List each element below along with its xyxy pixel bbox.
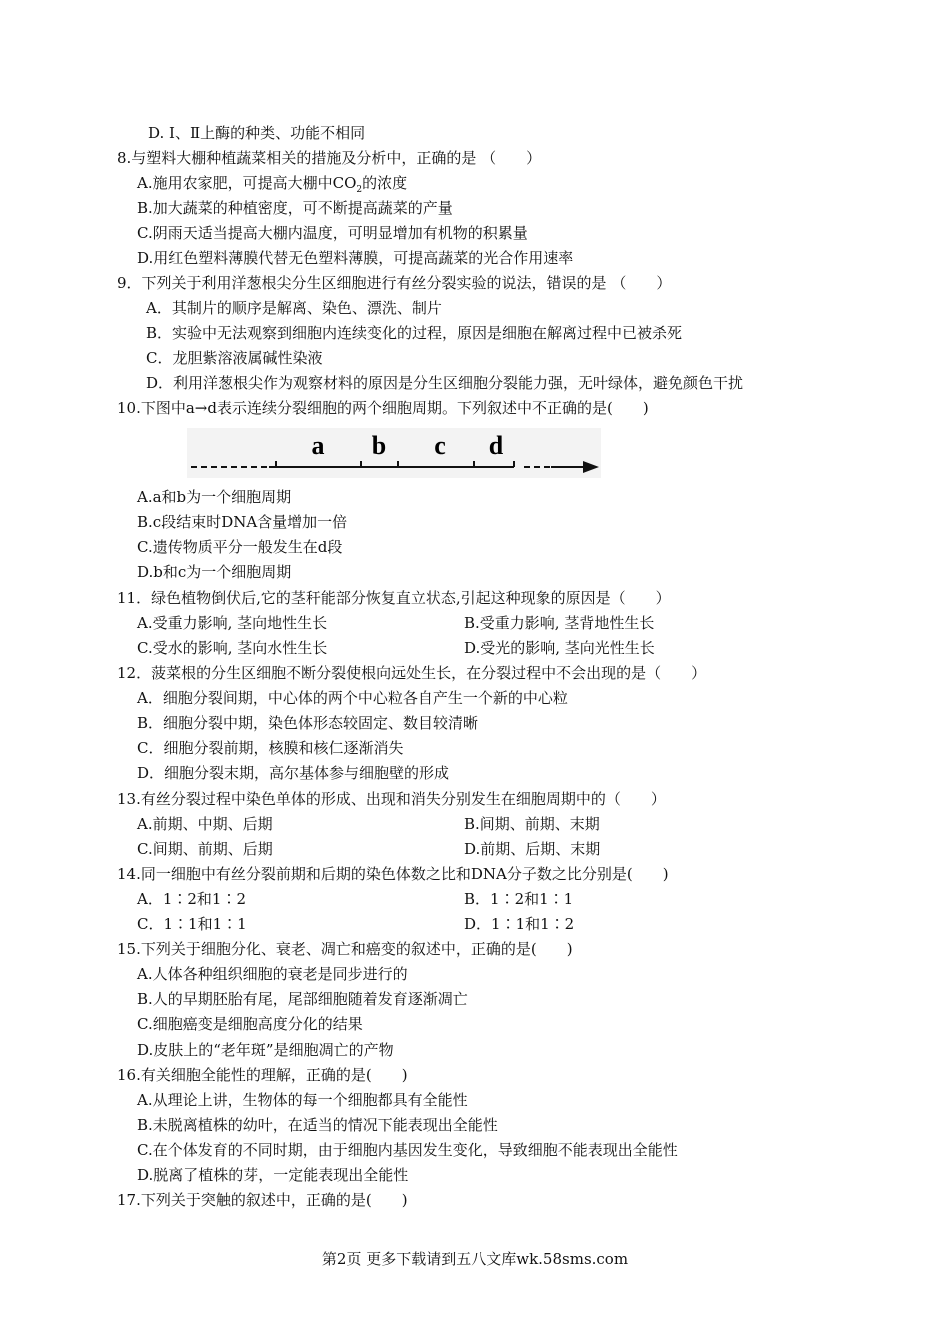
q9-option-a: A．其制片的顺序是解离、染色、漂洗、制片 <box>146 299 442 317</box>
q12-stem: 12．菠菜根的分生区细胞不断分裂使根向远处生长，在分裂过程中不会出现的是（ ） <box>117 664 707 682</box>
q8-stem: 8.与塑料大棚种植蔬菜相关的措施及分析中，正确的是 （ ） <box>117 149 542 167</box>
q12-option-d: D．细胞分裂末期，高尔基体参与细胞壁的形成 <box>137 764 450 782</box>
q15-option-b: B.人的早期胚胎有尾，尾部细胞随着发育逐渐凋亡 <box>137 990 468 1008</box>
q12-option-b: B．细胞分裂中期，染色体形态较固定、数目较清晰 <box>137 714 479 732</box>
q12-option-a: A．细胞分裂间期，中心体的两个中心粒各自产生一个新的中心粒 <box>137 689 568 707</box>
q8-option-d: D.用红色塑料薄膜代替无色塑料薄膜，可提高蔬菜的光合作用速率 <box>137 249 574 267</box>
q9-option-b: B．实验中无法观察到细胞内连续变化的过程，原因是细胞在解离过程中已被杀死 <box>146 324 683 342</box>
co2-subscript: 2 <box>356 185 363 195</box>
q13-option-a: A.前期、中期、后期 <box>137 815 273 833</box>
q15-option-d: D.皮肤上的“老年斑”是细胞凋亡的产物 <box>137 1041 394 1059</box>
q13-option-b: B.间期、前期、末期 <box>464 815 600 833</box>
q14-option-a: A．1∶2和1∶2 <box>137 890 247 908</box>
q7-option-d: D. Ⅰ、Ⅱ上酶的种类、功能不相同 <box>148 124 366 142</box>
q13-option-d: D.前期、后期、末期 <box>464 840 601 858</box>
q12-option-c: C．细胞分裂前期，核膜和核仁逐渐消失 <box>137 739 404 757</box>
q13-stem: 13.有丝分裂过程中染色单体的形成、出现和消失分别发生在细胞周期中的（ ） <box>117 790 666 808</box>
q13-option-c: C.间期、前期、后期 <box>137 840 273 858</box>
segment-label-c: c <box>434 431 446 460</box>
q10-option-d: D.b和c为一个细胞周期 <box>137 563 292 581</box>
q14-option-c: C．1∶1和1∶1 <box>137 915 247 933</box>
q11-option-c: C.受水的影响, 茎向水性生长 <box>137 639 328 657</box>
q17-stem: 17.下列关于突触的叙述中，正确的是( ) <box>117 1191 408 1209</box>
q10-option-b: B.c段结束时DNA含量增加一倍 <box>137 513 348 531</box>
q11-option-a: A.受重力影响, 茎向地性生长 <box>137 614 328 632</box>
cell-cycle-figure <box>187 428 601 478</box>
q8-option-a <box>137 173 407 193</box>
q16-option-c: C.在个体发育的不同时期，由于细胞内基因发生变化，导致细胞不能表现出全能性 <box>137 1141 678 1159</box>
q15-stem: 15.下列关于细胞分化、衰老、凋亡和癌变的叙述中，正确的是( ) <box>117 940 573 958</box>
segment-label-d: d <box>488 431 504 460</box>
q8-option-a-text: A.施用农家肥，可提高大棚中CO <box>137 174 357 192</box>
q10-stem: 10.下图中a→d表示连续分裂细胞的两个细胞周期。下列叙述中不正确的是( ) <box>117 399 649 417</box>
q9-option-d: D．利用洋葱根尖作为观察材料的原因是分生区细胞分裂能力强，无叶绿体，避免颜色干扰 <box>146 374 744 392</box>
q9-stem: 9．下列关于利用洋葱根尖分生区细胞进行有丝分裂实验的说法，错误的是 （ ） <box>117 274 672 292</box>
q11-option-d: D.受光的影响, 茎向光性生长 <box>464 639 655 657</box>
cell-cycle-line-diagram <box>187 428 601 478</box>
page-footer: 第2页 更多下载请到五八文库wk.58sms.com <box>321 1250 629 1268</box>
segment-label-b: b <box>371 431 387 460</box>
segment-label-a: a <box>311 431 325 460</box>
q8-option-b: B.加大蔬菜的种植密度，可不断提高蔬菜的产量 <box>137 199 453 217</box>
arrow-head-icon <box>583 461 599 473</box>
q16-option-a: A.从理论上讲，生物体的每一个细胞都具有全能性 <box>137 1091 468 1109</box>
q11-option-b: B.受重力影响, 茎背地性生长 <box>464 614 655 632</box>
q16-option-b: B.未脱离植株的幼叶，在适当的情况下能表现出全能性 <box>137 1116 498 1134</box>
q10-option-c: C.遗传物质平分一般发生在d段 <box>137 538 343 556</box>
q8-option-a-tail: 的浓度 <box>362 174 408 192</box>
q8-option-c: C.阴雨天适当提高大棚内温度，可明显增加有机物的积累量 <box>137 224 528 242</box>
q9-option-c: C．龙胆紫溶液属碱性染液 <box>146 349 323 367</box>
q11-stem: 11．绿色植物倒伏后,它的茎秆能部分恢复直立状态,引起这种现象的原因是（ ） <box>117 589 671 607</box>
q15-option-c: C.细胞癌变是细胞高度分化的结果 <box>137 1015 363 1033</box>
q16-option-d: D.脱离了植株的芽，一定能表现出全能性 <box>137 1166 409 1184</box>
q16-stem: 16.有关细胞全能性的理解，正确的是( ) <box>117 1066 408 1084</box>
q14-option-d: D．1∶1和1∶2 <box>464 915 575 933</box>
q14-stem: 14.同一细胞中有丝分裂前期和后期的染色体数之比和DNA分子数之比分别是( ) <box>117 865 669 883</box>
q15-option-a: A.人体各种组织细胞的衰老是同步进行的 <box>137 965 408 983</box>
q14-option-b: B．1∶2和1∶1 <box>464 890 574 908</box>
q10-option-a: A.a和b为一个细胞周期 <box>137 488 292 506</box>
